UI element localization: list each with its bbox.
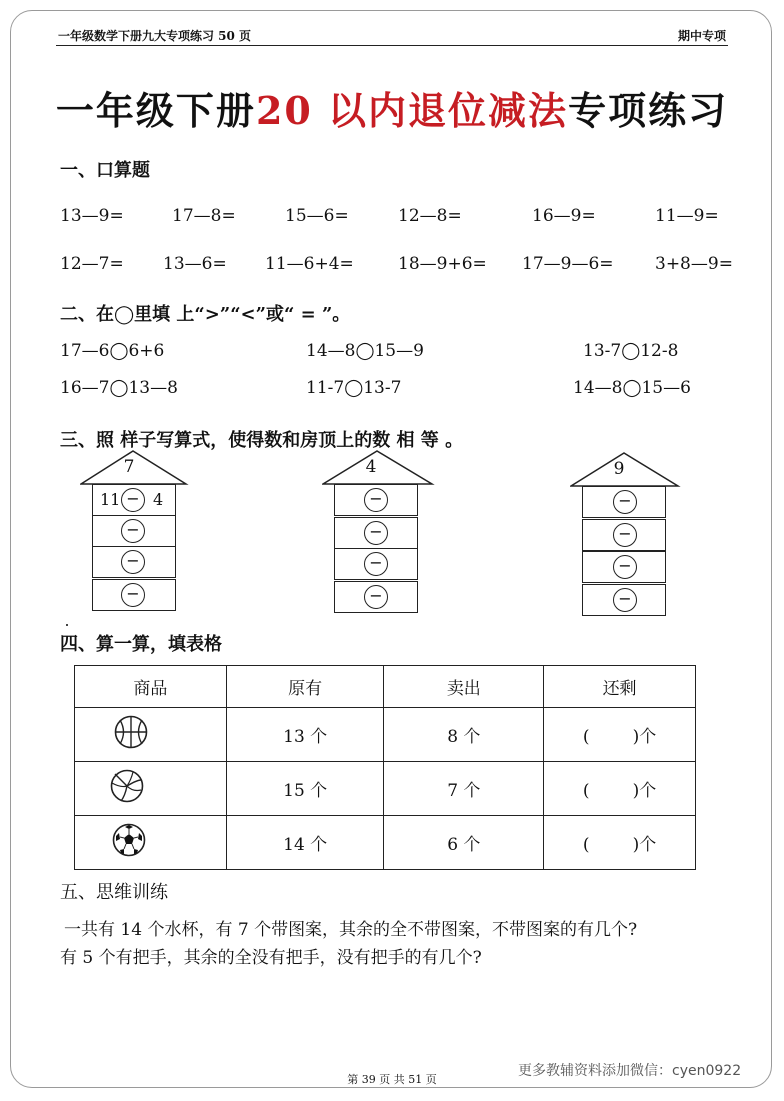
mental-math-item: 12—8= xyxy=(398,206,462,226)
compare-right: 6+6 xyxy=(128,341,165,361)
compare-right: 13—8 xyxy=(128,378,178,398)
minus-operator: − xyxy=(364,585,388,609)
table-row xyxy=(75,816,696,870)
column-header: 卖出 xyxy=(384,666,544,708)
mental-math-item: 18—9+6= xyxy=(398,254,487,274)
sold-count: 6 个 xyxy=(384,816,544,870)
compare-circle[interactable]: ◯ xyxy=(344,378,364,398)
table-row xyxy=(75,762,696,816)
house-floor[interactable] xyxy=(334,484,418,516)
minus-operator: − xyxy=(121,550,145,574)
mental-math-item: 3+8—9= xyxy=(655,254,733,274)
table-row xyxy=(75,708,696,762)
soccer-ball-icon xyxy=(111,822,147,858)
word-problem-line: 有 5 个有把手，其余的全没有把手，没有把手的有几个? xyxy=(60,948,482,968)
compare-circle[interactable]: ◯ xyxy=(355,341,375,361)
roof-number: 7 xyxy=(123,457,135,477)
column-header: 原有 xyxy=(226,666,384,708)
compare-item xyxy=(60,341,164,361)
house-floor xyxy=(92,484,176,516)
mental-math-item: 13—6= xyxy=(163,254,227,274)
compare-item xyxy=(306,378,401,398)
compare-circle[interactable]: ◯ xyxy=(109,341,129,361)
roof-number: 4 xyxy=(365,457,377,477)
minus-operator: − xyxy=(613,555,637,579)
house-floor[interactable] xyxy=(92,546,176,578)
remaining-answer[interactable]: ( )个 xyxy=(544,816,696,870)
mental-math-item: 11—9= xyxy=(655,206,719,226)
minus-operator: − xyxy=(364,488,388,512)
title-part1: 一年级下册 xyxy=(55,88,256,133)
compare-left: 13-7 xyxy=(583,341,622,361)
column-header: 还剩 xyxy=(544,666,696,708)
header-divider xyxy=(56,45,728,46)
original-count: 15 个 xyxy=(226,762,384,816)
house-floor[interactable] xyxy=(582,486,666,518)
compare-left: 11-7 xyxy=(306,378,345,398)
page-number: 第 39 页 共 51 页 xyxy=(347,1073,437,1086)
mental-math-item: 15—6= xyxy=(285,206,349,226)
roof-number: 9 xyxy=(613,459,625,479)
house-floor[interactable] xyxy=(334,548,418,580)
mental-math-item: 17—9—6= xyxy=(522,254,614,274)
section2-heading: 二、在◯里填 上“>”“<”或“ = ”。 xyxy=(60,304,351,325)
page-title xyxy=(0,80,784,135)
minus-operator: − xyxy=(121,488,145,512)
item-cell xyxy=(75,762,227,816)
compare-circle[interactable]: ◯ xyxy=(622,378,642,398)
minus-operator: − xyxy=(613,523,637,547)
section3-heading: 三、照 样子写算式，使得数和房顶上的数 相 等 。 xyxy=(60,430,464,451)
compare-right: 15—6 xyxy=(641,378,691,398)
section4-heading: 四、算一算，填表格 xyxy=(60,634,222,655)
goods-table xyxy=(74,665,696,870)
compare-item xyxy=(583,341,678,361)
compare-right: 15—9 xyxy=(374,341,424,361)
item-cell xyxy=(75,708,227,762)
table-header-row xyxy=(75,666,696,708)
minus-operator: − xyxy=(613,490,637,514)
compare-right: 12-8 xyxy=(640,341,679,361)
compare-item xyxy=(60,378,178,398)
example-left-number: 11 xyxy=(100,490,121,509)
original-count: 13 个 xyxy=(226,708,384,762)
example-right-number: 4 xyxy=(153,490,164,509)
minus-operator: − xyxy=(613,588,637,612)
stray-dot xyxy=(66,624,68,626)
mental-math-item: 13—9= xyxy=(60,206,124,226)
compare-item xyxy=(573,378,691,398)
watermark: 更多教辅资料添加微信：cyen0922 xyxy=(518,1063,742,1079)
number-house xyxy=(570,452,668,622)
mental-math-item: 11—6+4= xyxy=(265,254,354,274)
house-floor[interactable] xyxy=(582,584,666,616)
compare-left: 14—8 xyxy=(306,341,356,361)
section5-heading: 五、思维训练 xyxy=(60,882,168,903)
house-floor[interactable] xyxy=(92,515,176,547)
compare-left: 16—7 xyxy=(60,378,110,398)
minus-operator: − xyxy=(364,521,388,545)
compare-right: 13-7 xyxy=(363,378,402,398)
house-floor[interactable] xyxy=(582,551,666,583)
mental-math-item: 16—9= xyxy=(532,206,596,226)
remaining-answer[interactable]: ( )个 xyxy=(544,708,696,762)
item-cell xyxy=(75,816,227,870)
title-highlight: 20 以内退位减法 xyxy=(255,88,569,133)
column-header: 商品 xyxy=(75,666,227,708)
header-right: 期中专项 xyxy=(677,29,726,43)
title-part2: 专项练习 xyxy=(568,88,729,133)
mental-math-item: 12—7= xyxy=(60,254,124,274)
number-house xyxy=(80,450,178,620)
compare-item xyxy=(306,341,424,361)
minus-operator: − xyxy=(121,519,145,543)
header-left: 一年级数学下册九大专项练习 50 页 xyxy=(58,29,252,43)
basketball-icon xyxy=(113,714,149,750)
mental-math-item: 17—8= xyxy=(172,206,236,226)
number-house xyxy=(322,450,420,620)
house-floor[interactable] xyxy=(334,581,418,613)
compare-left: 17—6 xyxy=(60,341,110,361)
section1-heading: 一、口算题 xyxy=(60,160,150,181)
word-problem-line: 一共有 14 个水杯，有 7 个带图案，其余的全不带图案，不带图案的有几个? xyxy=(64,920,638,940)
house-floor[interactable] xyxy=(582,519,666,551)
original-count: 14 个 xyxy=(226,816,384,870)
house-floor[interactable] xyxy=(334,517,418,549)
sold-count: 8 个 xyxy=(384,708,544,762)
sold-count: 7 个 xyxy=(384,762,544,816)
minus-operator: − xyxy=(364,552,388,576)
minus-operator: − xyxy=(121,583,145,607)
compare-circle[interactable]: ◯ xyxy=(109,378,129,398)
remaining-answer[interactable]: ( )个 xyxy=(544,762,696,816)
house-floor[interactable] xyxy=(92,579,176,611)
volleyball-icon xyxy=(109,768,145,804)
compare-circle[interactable]: ◯ xyxy=(621,341,641,361)
compare-left: 14—8 xyxy=(573,378,623,398)
